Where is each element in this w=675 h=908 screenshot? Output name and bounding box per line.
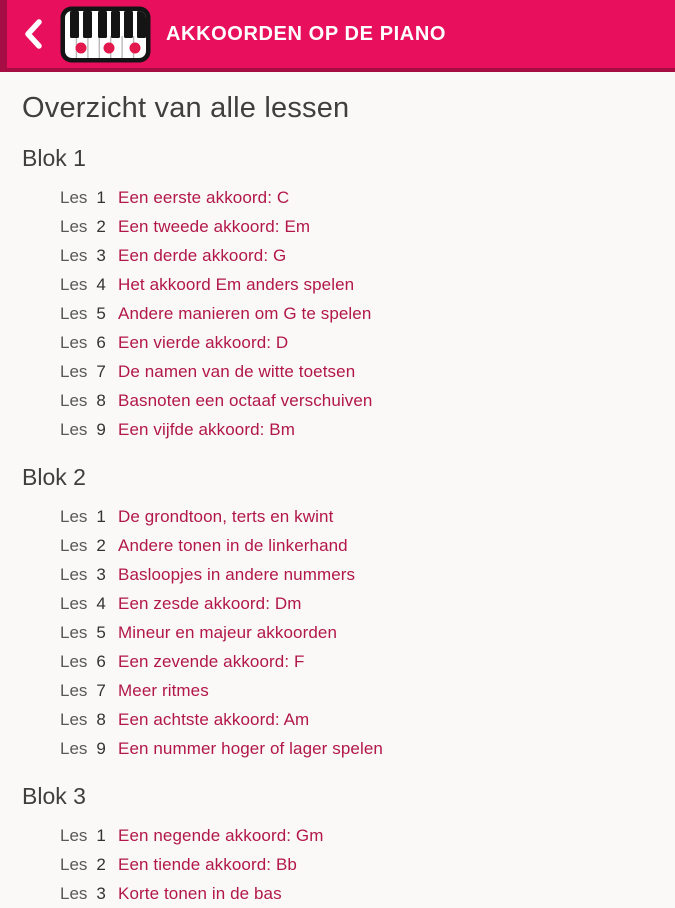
lesson-row xyxy=(22,705,675,734)
les-label: Les xyxy=(60,274,88,294)
back-button[interactable] xyxy=(16,12,50,56)
lessons-overview xyxy=(0,92,675,908)
lesson-index xyxy=(60,565,118,585)
les-number: 6 xyxy=(96,332,106,352)
lesson-link[interactable]: Korte tonen in de bas xyxy=(118,883,282,903)
app-header xyxy=(0,0,675,72)
lesson-link[interactable]: Een tweede akkoord: Em xyxy=(118,216,311,236)
blocks-container xyxy=(22,145,675,908)
lesson-row xyxy=(22,212,675,241)
lesson-index xyxy=(60,362,118,382)
lesson-link[interactable]: Een negende akkoord: Gm xyxy=(118,825,324,845)
lesson-link[interactable]: Een derde akkoord: G xyxy=(118,245,287,265)
lesson-link[interactable]: Een achtste akkoord: Am xyxy=(118,709,310,729)
lesson-index xyxy=(60,855,118,875)
lesson-index xyxy=(60,826,118,846)
lesson-row xyxy=(22,589,675,618)
lesson-index xyxy=(60,420,118,440)
les-number: 4 xyxy=(96,274,106,294)
lesson-index xyxy=(60,536,118,556)
les-label: Les xyxy=(60,651,88,671)
les-label: Les xyxy=(60,535,88,555)
lesson-index xyxy=(60,217,118,237)
lesson-index xyxy=(60,710,118,730)
les-label: Les xyxy=(60,390,88,410)
lesson-row xyxy=(22,618,675,647)
lesson-index xyxy=(60,594,118,614)
lesson-link[interactable]: Basloopjes in andere nummers xyxy=(118,564,356,584)
les-number: 7 xyxy=(96,361,106,381)
block-section-3 xyxy=(22,783,675,908)
block-title: Blok 2 xyxy=(22,464,86,490)
les-number: 2 xyxy=(96,854,106,874)
les-label: Les xyxy=(60,680,88,700)
les-number: 7 xyxy=(96,680,106,700)
piano-keys-icon xyxy=(60,6,151,63)
lesson-link[interactable]: Basnoten een octaaf verschuiven xyxy=(118,390,373,410)
lesson-list xyxy=(22,502,675,763)
lesson-row xyxy=(22,241,675,270)
lesson-row xyxy=(22,560,675,589)
lesson-row xyxy=(22,676,675,705)
lesson-row xyxy=(22,879,675,908)
les-number: 1 xyxy=(96,506,106,526)
les-number: 9 xyxy=(96,738,106,758)
lesson-row xyxy=(22,850,675,879)
lesson-index xyxy=(60,623,118,643)
lesson-index xyxy=(60,391,118,411)
les-number: 3 xyxy=(96,883,106,903)
lesson-index xyxy=(60,681,118,701)
les-number: 8 xyxy=(96,709,106,729)
lesson-link[interactable]: Andere manieren om G te spelen xyxy=(118,303,372,323)
lesson-index xyxy=(60,304,118,324)
lesson-link[interactable]: Het akkoord Em anders spelen xyxy=(118,274,355,294)
les-label: Les xyxy=(60,564,88,584)
lesson-index xyxy=(60,507,118,527)
lesson-row xyxy=(22,299,675,328)
les-number: 5 xyxy=(96,622,106,642)
lesson-link[interactable]: Andere tonen in de linkerhand xyxy=(118,535,348,555)
les-label: Les xyxy=(60,883,88,903)
les-label: Les xyxy=(60,854,88,874)
les-label: Les xyxy=(60,303,88,323)
les-label: Les xyxy=(60,361,88,381)
les-number: 3 xyxy=(96,245,106,265)
les-label: Les xyxy=(60,216,88,236)
lesson-index xyxy=(60,652,118,672)
les-label: Les xyxy=(60,245,88,265)
lesson-list xyxy=(22,183,675,444)
les-number: 4 xyxy=(96,593,106,613)
lesson-link[interactable]: De grondtoon, terts en kwint xyxy=(118,506,334,526)
lesson-index xyxy=(60,884,118,904)
lesson-row xyxy=(22,183,675,212)
lesson-link[interactable]: Een zevende akkoord: F xyxy=(118,651,305,671)
lesson-link[interactable]: Een nummer hoger of lager spelen xyxy=(118,738,383,758)
lesson-row xyxy=(22,357,675,386)
lesson-row xyxy=(22,734,675,763)
les-number: 6 xyxy=(96,651,106,671)
les-number: 2 xyxy=(96,535,106,555)
les-number: 1 xyxy=(96,825,106,845)
lesson-link[interactable]: Mineur en majeur akkoorden xyxy=(118,622,337,642)
lesson-link[interactable]: Een tiende akkoord: Bb xyxy=(118,854,297,874)
lesson-link[interactable]: Een vijfde akkoord: Bm xyxy=(118,419,296,439)
lesson-row xyxy=(22,502,675,531)
lesson-index xyxy=(60,188,118,208)
lesson-list xyxy=(22,821,675,908)
lesson-row xyxy=(22,415,675,444)
lesson-link[interactable]: Meer ritmes xyxy=(118,680,209,700)
les-label: Les xyxy=(60,593,88,613)
block-title: Blok 3 xyxy=(22,783,86,809)
les-label: Les xyxy=(60,622,88,642)
les-number: 2 xyxy=(96,216,106,236)
les-label: Les xyxy=(60,419,88,439)
les-label: Les xyxy=(60,187,88,207)
les-number: 8 xyxy=(96,390,106,410)
lesson-row xyxy=(22,531,675,560)
lesson-index xyxy=(60,275,118,295)
lesson-row xyxy=(22,328,675,357)
les-label: Les xyxy=(60,506,88,526)
lesson-index xyxy=(60,333,118,353)
les-number: 3 xyxy=(96,564,106,584)
les-label: Les xyxy=(60,738,88,758)
les-label: Les xyxy=(60,709,88,729)
page-title: Overzicht van alle lessen xyxy=(22,92,350,124)
les-number: 1 xyxy=(96,187,106,207)
lesson-index xyxy=(60,246,118,266)
lesson-link[interactable]: De namen van de witte toetsen xyxy=(118,361,356,381)
block-section-2 xyxy=(22,464,675,763)
lesson-link[interactable]: Een zesde akkoord: Dm xyxy=(118,593,302,613)
header-edge-strip xyxy=(0,0,7,72)
app-title: AKKOORDEN OP DE PIANO xyxy=(166,22,447,45)
les-number: 9 xyxy=(96,419,106,439)
lesson-row xyxy=(22,821,675,850)
lesson-link[interactable]: Een vierde akkoord: D xyxy=(118,332,289,352)
les-number: 5 xyxy=(96,303,106,323)
les-label: Les xyxy=(60,332,88,352)
block-title: Blok 1 xyxy=(22,145,86,171)
lesson-index xyxy=(60,739,118,759)
block-section-1 xyxy=(22,145,675,444)
les-label: Les xyxy=(60,825,88,845)
lesson-row xyxy=(22,647,675,676)
lesson-row xyxy=(22,386,675,415)
chevron-left-icon xyxy=(21,17,45,51)
lesson-link[interactable]: Een eerste akkoord: C xyxy=(118,187,290,207)
lesson-row xyxy=(22,270,675,299)
